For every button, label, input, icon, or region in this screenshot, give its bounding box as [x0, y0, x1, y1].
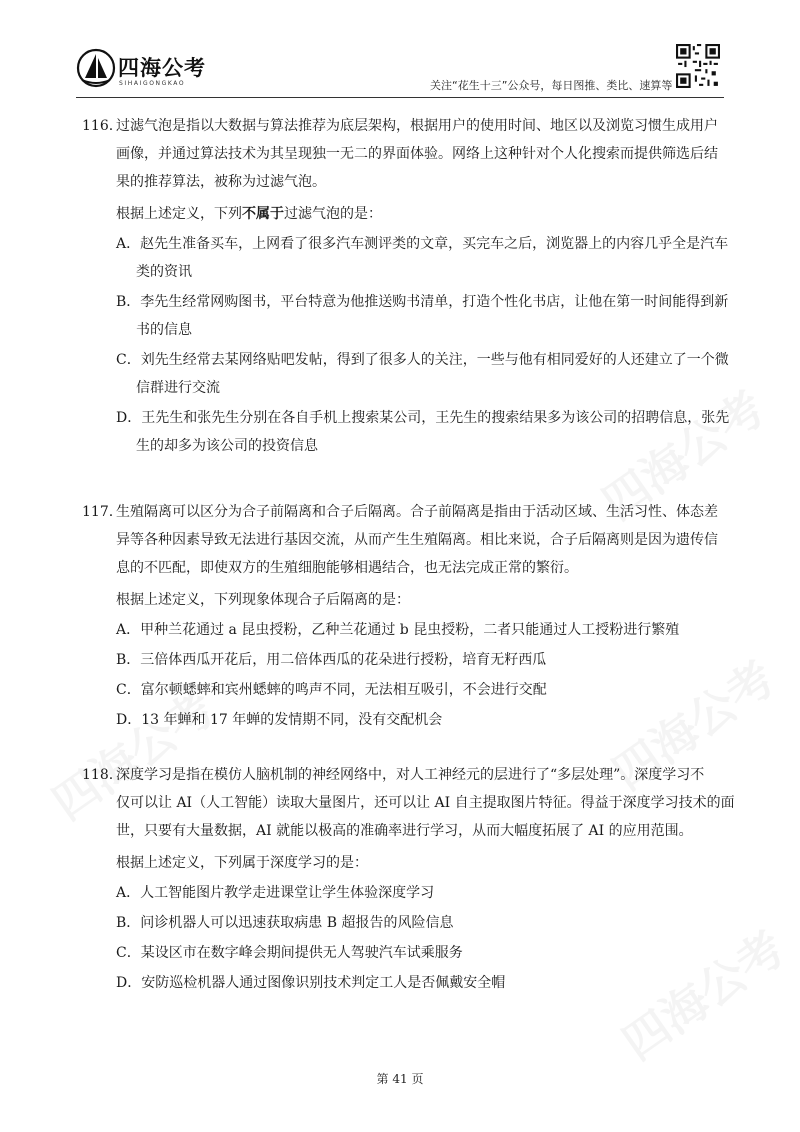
question-stem-line: 果的推荐算法，被称为过滤气泡。	[116, 174, 326, 190]
option-b: B．问诊机器人可以迅速获取病患 B 超报告的风险信息	[116, 915, 454, 931]
question-stem-line: 画像，并通过算法技术为其呈现独一无二的界面体验。网络上这种针对个人化搜索而提供筛选后结	[116, 146, 718, 162]
option-a: A．甲种兰花通过 a 昆虫授粉，乙种兰花通过 b 昆虫授粉，二者只能通过人工授粉进行繁殖	[116, 622, 680, 638]
question-stem-line: 过滤气泡是指以大数据与算法推荐为底层架构，根据用户的使用时间、地区以及浏览习惯生成用户	[116, 118, 718, 134]
option-c: C．某设区市在数字峰会期间提供无人驾驶汽车试乘服务	[116, 945, 463, 961]
question-stem-line: 仅可以让 AI（人工智能）读取大量图片，还可以让 AI 自主提取图片特征。得益于深度学习技术的面	[116, 795, 735, 811]
option-b-cont: 书的信息	[136, 322, 192, 338]
qr-code-icon	[676, 44, 720, 88]
emphasis-text: 不属于	[242, 206, 284, 222]
question-number: 117.	[82, 504, 114, 520]
question-number: 118.	[82, 767, 114, 783]
question-stem-line: 息的不匹配，即使双方的生殖细胞能够相遇结合，也无法完成正常的繁衍。	[116, 560, 578, 576]
sailboat-logo-icon	[76, 48, 116, 88]
option-d: D．13 年蝉和 17 年蝉的发情期不同，没有交配机会	[116, 712, 443, 728]
logo-text: 四海公考	[118, 56, 206, 80]
option-a: A．赵先生准备买车，上网看了很多汽车测评类的文章，买完车之后，浏览器上的内容几乎全是汽车	[116, 236, 729, 252]
page-number: 第 41 页	[376, 1072, 424, 1086]
option-b: B．三倍体西瓜开花后，用二倍体西瓜的花朵进行授粉，培育无籽西瓜	[116, 652, 547, 668]
option-c: C．刘先生经常去某网络贴吧发帖，得到了很多人的关注，一些与他有相同爱好的人还建立了一个微	[116, 352, 729, 368]
question-prompt: 根据上述定义，下列不属于过滤气泡的是：	[116, 206, 382, 222]
question-number: 116.	[82, 118, 114, 134]
option-d-cont: 生的却多为该公司的投资信息	[136, 438, 318, 454]
watermark-logo	[608, 913, 797, 1073]
option-d: D．安防巡检机器人通过图像识别技术判定工人是否佩戴安全帽	[116, 975, 506, 991]
question-stem-line: 生殖隔离可以区分为合子前隔离和合子后隔离。合子前隔离是指由于活动区域、生活习性、体态差	[116, 504, 718, 520]
option-a: A．人工智能图片教学走进课堂让学生体验深度学习	[116, 885, 435, 901]
header-divider	[76, 97, 724, 98]
option-c-cont: 信群进行交流	[136, 380, 220, 396]
question-stem-line: 世，只要有大量数据，AI 就能以极高的准确率进行学习，从而大幅度拓展了 AI 的应用范围。	[116, 823, 693, 839]
question-stem-line: 深度学习是指在模仿人脑机制的神经网络中，对人工神经元的层进行了“多层处理”。深度学习不	[116, 767, 705, 783]
question-prompt: 根据上述定义，下列属于深度学习的是：	[116, 855, 368, 871]
option-c: C．富尔顿蟋蟀和宾州蟋蟀的鸣声不同，无法相互吸引，不会进行交配	[116, 682, 547, 698]
question-stem-line: 异等各种因素导致无法进行基因交流，从而产生生殖隔离。相比来说，合子后隔离则是因为遗传信	[116, 532, 718, 548]
question-prompt: 根据上述定义，下列现象体现合子后隔离的是：	[116, 592, 410, 608]
header-note: 关注“花生十三”公众号，每日图推、类比、速算等	[430, 79, 673, 92]
logo-subtitle: SIHAIGONGKAO	[119, 80, 186, 87]
option-d: D．王先生和张先生分别在各自手机上搜索某公司，王先生的搜索结果多为该公司的招聘信息，张先	[116, 410, 730, 426]
option-b: B．李先生经常网购图书，平台特意为他推送购书清单，打造个性化书店，让他在第一时间能得到新	[116, 294, 729, 310]
option-a-cont: 类的资讯	[136, 264, 192, 280]
page-header	[0, 0, 800, 100]
